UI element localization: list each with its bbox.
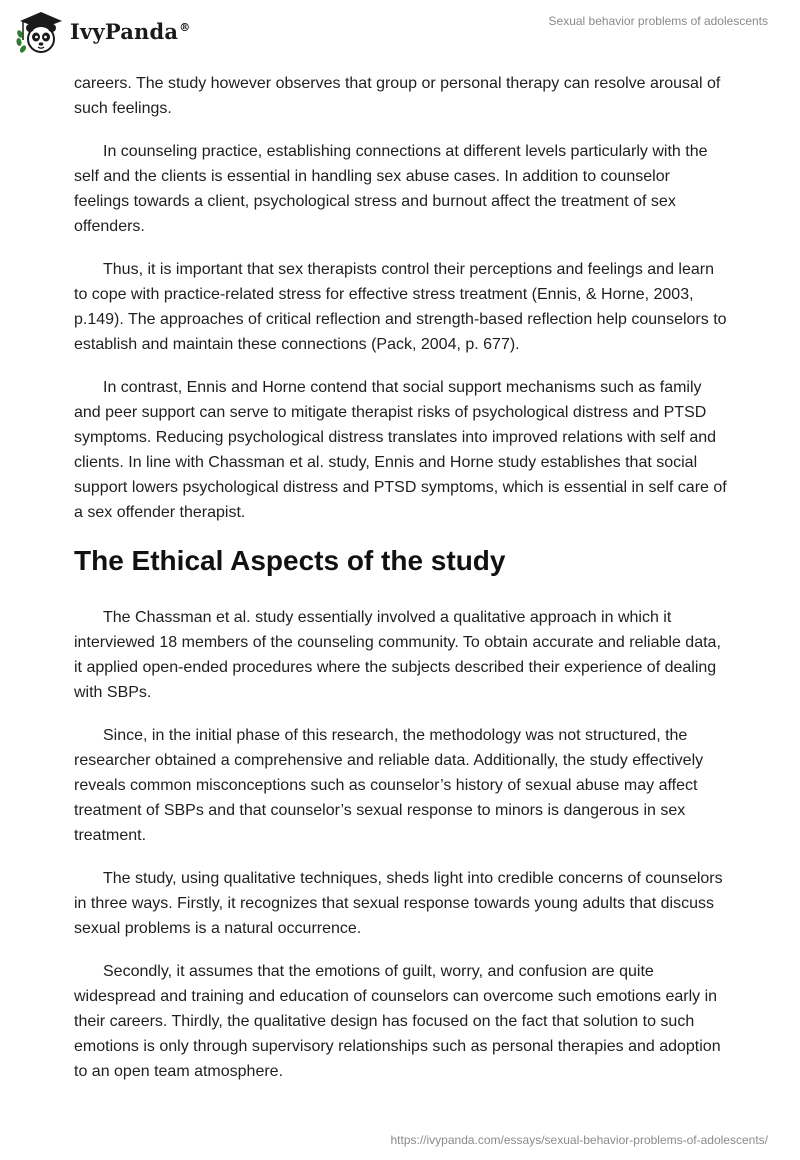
paragraph: The Chassman et al. study essentially involved a qualitative approach in which it interviewed 18 members of the counseling community. To obtain accurate and reliable data, it applied open-ended procedures where the subjects described their experience of dealing with SBPs. — [74, 609, 721, 701]
logo-wordmark — [70, 19, 190, 44]
section-heading: The Ethical Aspects of the study — [74, 545, 506, 576]
registered-mark: ® — [179, 20, 191, 34]
source-url-link[interactable]: https://ivypanda.com/essays/sexual-behavior-problems-of-adolescents/ — [390, 1133, 768, 1147]
logo-text: IvyPanda — [70, 18, 179, 44]
paragraph: The study, using qualitative techniques, sheds light into credible concerns of counselors in three ways. Firstly, it recognizes that sexual response towards young adults that discuss sexual problems is a natural occurrence. — [74, 870, 723, 937]
paragraph: In contrast, Ennis and Horne contend that social support mechanisms such as family and peer support can serve to mitigate therapist risks of psychological distress and PTSD symptoms. Reducing psychological distress translates into improved relations with self and clients. In line with Chassman et al. study, Ennis and Horne study establishes that social support lowers psychological distress and PTSD symptoms, which is essential in self care of a sex offender therapist. — [74, 379, 727, 521]
running-title: Sexual behavior problems of adolescents — [548, 14, 768, 28]
panda-graduate-icon — [14, 8, 64, 54]
paragraph: Secondly, it assumes that the emotions of guilt, worry, and confusion are quite widespread and training and education of counselors can overcome such emotions early in their careers. Thirdly, the qualitative design has focused on the fact that solution to such emotions is only through supervisory relationships such as personal therapies and adoption to an open team atmosphere. — [74, 963, 721, 1080]
page-header — [0, 0, 800, 70]
paragraph: Thus, it is important that sex therapists control their perceptions and feelings and learn to cope with practice-related stress for effective stress treatment (Ennis, & Horne, 2003, p.149). The approaches of critical reflection and strength-based reflection help counselors to establish and maintain these connections (Pack, 2004, p. 677). — [74, 261, 727, 353]
paragraph: Since, in the initial phase of this research, the methodology was not structured, the researcher obtained a comprehensive and reliable data. Additionally, the study effectively reveals common misconceptions such as counselor’s history of sexual abuse may affect treatment of SBPs and that counselor’s sexual response to minors is dangerous in sex treatment. — [74, 727, 704, 844]
essay-body — [74, 71, 728, 1102]
paragraph: careers. The study however observes that group or personal therapy can resolve arousal of such feelings. — [74, 75, 721, 117]
paragraph: In counseling practice, establishing connections at different levels particularly with the self and the clients is essential in handling sex abuse cases. In addition to counselor feelings towards a client, psychological stress and burnout affect the treatment of sex offenders. — [74, 143, 708, 235]
ivypanda-logo[interactable] — [14, 8, 190, 54]
